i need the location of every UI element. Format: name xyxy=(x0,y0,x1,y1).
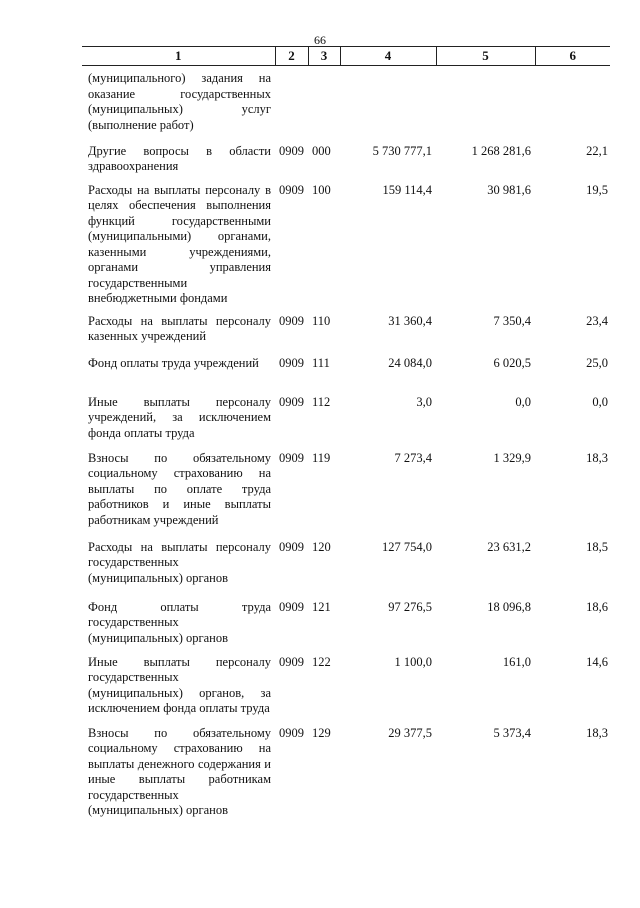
budget-table xyxy=(82,46,610,819)
row-percent: 18,6 xyxy=(586,599,608,614)
row-code: 121 xyxy=(312,599,331,614)
row-section xyxy=(275,66,308,144)
table-row xyxy=(82,350,610,390)
row-code: 111 xyxy=(312,355,330,370)
row-percent: 25,0 xyxy=(586,355,608,370)
row-section: 0909 xyxy=(279,182,304,197)
row-plan: 5 730 777,1 xyxy=(372,143,432,158)
table-header xyxy=(82,47,610,66)
column-header-4: 4 xyxy=(340,47,436,66)
row-plan: 127 754,0 xyxy=(382,539,432,554)
row-name: Расходы на выплаты персоналу казенных учреждений xyxy=(88,313,271,343)
row-code: 122 xyxy=(312,654,331,669)
row-percent xyxy=(535,66,610,144)
row-name: Фонд оплаты труда учреждений xyxy=(88,355,259,370)
column-header-6: 6 xyxy=(535,47,610,66)
row-code: 120 xyxy=(312,539,331,554)
row-code xyxy=(308,66,340,144)
row-plan: 3,0 xyxy=(416,394,432,409)
column-header-2: 2 xyxy=(275,47,308,66)
row-percent: 23,4 xyxy=(586,313,608,328)
row-plan: 29 377,5 xyxy=(388,725,432,740)
table-body xyxy=(82,66,610,819)
row-plan xyxy=(340,66,436,144)
row-percent: 19,5 xyxy=(586,182,608,197)
row-name: (муниципального) задания на оказание государственных (муниципальных) услуг (выполнение работ) xyxy=(88,71,271,132)
row-name: Расходы на выплаты персоналу в целях обеспечения выполнения функций государственными (муниципальными) органами, казенными учреждениями, органами управления государственными внебюджетными фондами xyxy=(88,182,271,305)
row-section: 0909 xyxy=(279,143,304,158)
table-row xyxy=(82,178,610,308)
row-fact: 1 268 281,6 xyxy=(471,143,531,158)
row-fact: 5 373,4 xyxy=(493,725,531,740)
row-plan: 24 084,0 xyxy=(388,355,432,370)
table-row xyxy=(82,446,610,540)
column-header-3: 3 xyxy=(308,47,340,66)
row-fact xyxy=(436,66,535,144)
column-header-1: 1 xyxy=(82,47,275,66)
row-fact: 1 329,9 xyxy=(493,450,531,465)
row-plan: 97 276,5 xyxy=(388,599,432,614)
row-percent: 22,1 xyxy=(586,143,608,158)
row-code: 110 xyxy=(312,313,331,328)
table-row xyxy=(82,144,610,178)
row-name: Иные выплаты персоналу государственных (муниципальных) органов, за исключением фонда оплаты труда xyxy=(88,654,271,715)
row-name: Взносы по обязательному социальному страхованию на выплаты денежного содержания и иные выплаты работникам государственных (муниципальных) органов xyxy=(88,725,271,817)
row-fact: 161,0 xyxy=(502,654,531,669)
row-section: 0909 xyxy=(279,355,304,370)
row-plan: 1 100,0 xyxy=(394,654,432,669)
table-row xyxy=(82,594,610,650)
row-percent: 18,5 xyxy=(586,539,608,554)
row-section: 0909 xyxy=(279,599,304,614)
row-percent: 18,3 xyxy=(586,450,608,465)
row-percent: 0,0 xyxy=(592,394,608,409)
row-code: 100 xyxy=(312,182,331,197)
table-row xyxy=(82,650,610,722)
row-section: 0909 xyxy=(279,394,304,409)
row-name: Другие вопросы в области здравоохранения xyxy=(88,143,271,173)
row-code: 129 xyxy=(312,725,331,740)
row-code: 000 xyxy=(312,143,331,158)
row-fact: 23 631,2 xyxy=(487,539,531,554)
table-row xyxy=(82,722,610,819)
row-code: 112 xyxy=(312,394,331,409)
row-fact: 7 350,4 xyxy=(493,313,531,328)
column-header-5: 5 xyxy=(436,47,535,66)
row-section: 0909 xyxy=(279,725,304,740)
row-plan: 31 360,4 xyxy=(388,313,432,328)
row-name: Фонд оплаты труда государственных (муниципальных) органов xyxy=(88,599,271,645)
row-section: 0909 xyxy=(279,539,304,554)
row-plan: 159 114,4 xyxy=(382,182,432,197)
row-fact: 6 020,5 xyxy=(493,355,531,370)
header-row xyxy=(82,47,610,66)
row-fact: 0,0 xyxy=(515,394,531,409)
row-section: 0909 xyxy=(279,654,304,669)
page-number: 66 xyxy=(314,33,326,47)
row-percent: 14,6 xyxy=(586,654,608,669)
row-plan: 7 273,4 xyxy=(394,450,432,465)
row-fact: 18 096,8 xyxy=(487,599,531,614)
table-row xyxy=(82,66,610,144)
row-section: 0909 xyxy=(279,450,304,465)
table-row xyxy=(82,540,610,594)
row-name: Иные выплаты персоналу учреждений, за исключением фонда оплаты труда xyxy=(88,394,271,440)
row-fact: 30 981,6 xyxy=(487,182,531,197)
row-name: Взносы по обязательному социальному страхованию на выплаты по оплате труда работников и иные выплаты работникам учреждений xyxy=(88,450,271,527)
row-code: 119 xyxy=(312,450,331,465)
row-section: 0909 xyxy=(279,313,304,328)
row-name: Расходы на выплаты персоналу государственных (муниципальных) органов xyxy=(88,539,271,585)
table-row xyxy=(82,308,610,350)
table-row xyxy=(82,390,610,446)
row-percent: 18,3 xyxy=(586,725,608,740)
